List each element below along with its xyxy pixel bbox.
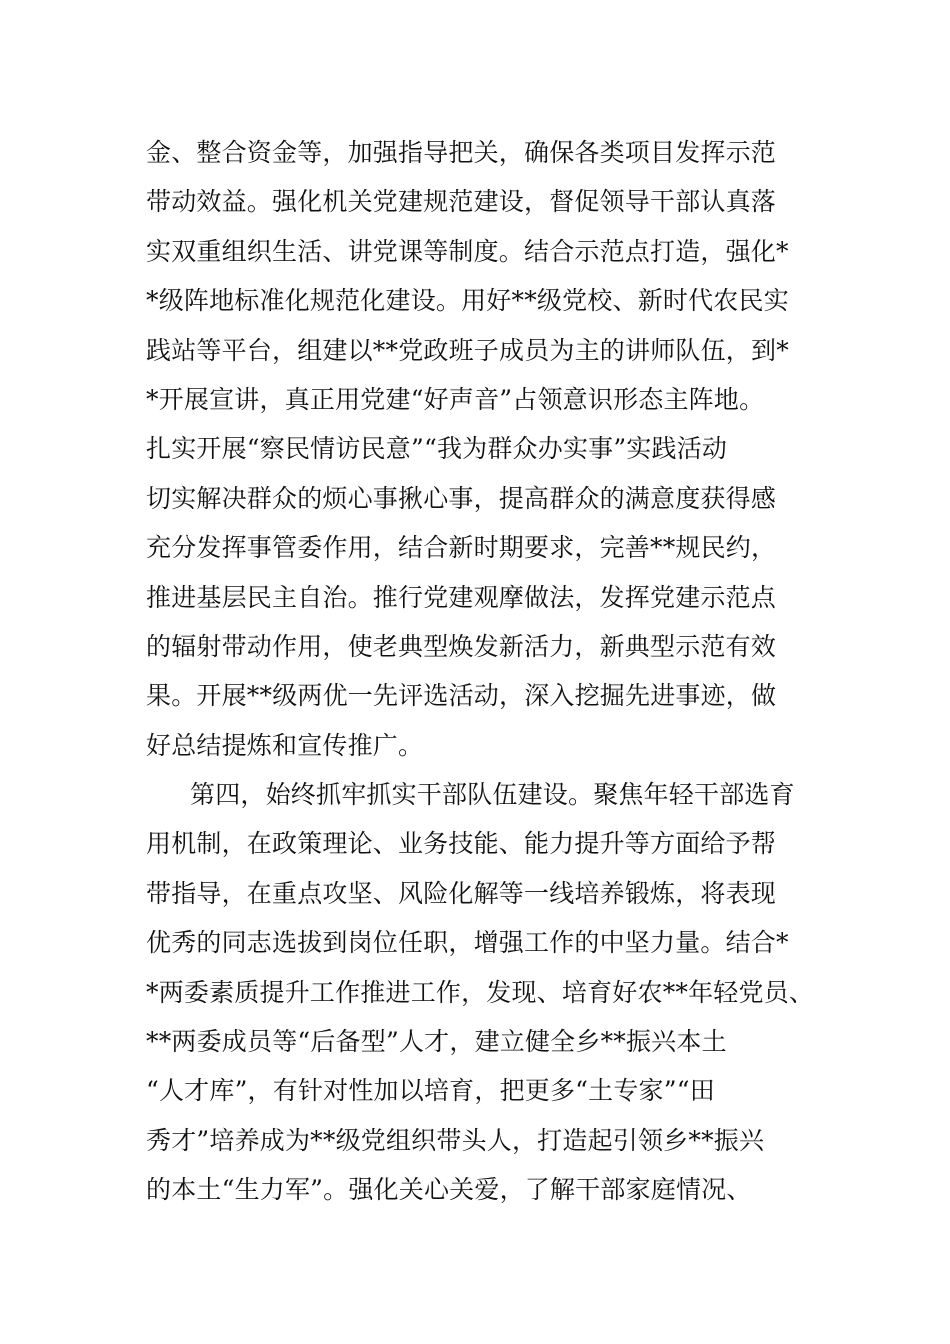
document-body (146, 128, 826, 1215)
text-line: 的本土“生力军”。强化关心关爱，了解干部家庭情况、 (146, 1175, 752, 1205)
text-line: 的辐射带动作用，使老典型焕发新活力，新典型示范有效 (146, 631, 777, 661)
text-line: *开展宣讲，真正用党建“好声音”占领意识形态主阵地。 (146, 384, 765, 414)
text-line: *级阵地标准化规范化建设。用好**级党校、新时代农民实 (146, 286, 789, 316)
text-line: 优秀的同志选拔到岗位任职，增强工作的中坚力量。结合* (146, 928, 789, 958)
text-line: 带指导，在重点攻坚、风险化解等一线培养锻炼，将表现 (146, 878, 777, 908)
text-line: 果。开展**级两优一先评选活动，深入挖掘先进事迹，做 (146, 681, 777, 711)
paragraph-first-line: 第四，始终抓牢抓实干部队伍建设。聚焦年轻干部选育 (190, 780, 795, 810)
text-line: 扎实开展“察民情访民意”“我为群众办实事”实践活动 (146, 434, 728, 464)
text-line: 实双重组织生活、讲党课等制度。结合示范点打造，强化* (146, 236, 789, 266)
text-line: 带动效益。强化机关党建规范建设，督促领导干部认真落 (146, 187, 777, 217)
text-line: **两委成员等“后备型”人才，建立健全乡**振兴本土 (146, 1027, 727, 1057)
text-line: *两委素质提升工作推进工作，发现、培育好农**年轻党员、 (146, 977, 815, 1007)
text-line: 充分发挥事管委作用，结合新时期要求，完善**规民约， (146, 533, 777, 563)
text-line: 好总结提炼和宣传推广。 (146, 730, 424, 760)
text-line: 切实解决群众的烦心事揪心事，提高群众的满意度获得感 (146, 483, 777, 513)
text-line: 推进基层民主自治。推行党建观摩做法，发挥党建示范点 (146, 582, 777, 612)
text-line: “人才库”，有针对性加以培育，把更多“土专家”“田 (146, 1076, 715, 1106)
text-line: 秀才”培养成为**级党组织带头人，打造起引领乡**振兴 (146, 1125, 765, 1155)
text-line: 践站等平台，组建以**党政班子成员为主的讲师队伍，到* (146, 335, 789, 365)
text-line: 金、整合资金等，加强指导把关，确保各类项目发挥示范 (146, 138, 777, 167)
text-line: 用机制，在政策理论、业务技能、能力提升等方面给予帮 (146, 829, 777, 859)
